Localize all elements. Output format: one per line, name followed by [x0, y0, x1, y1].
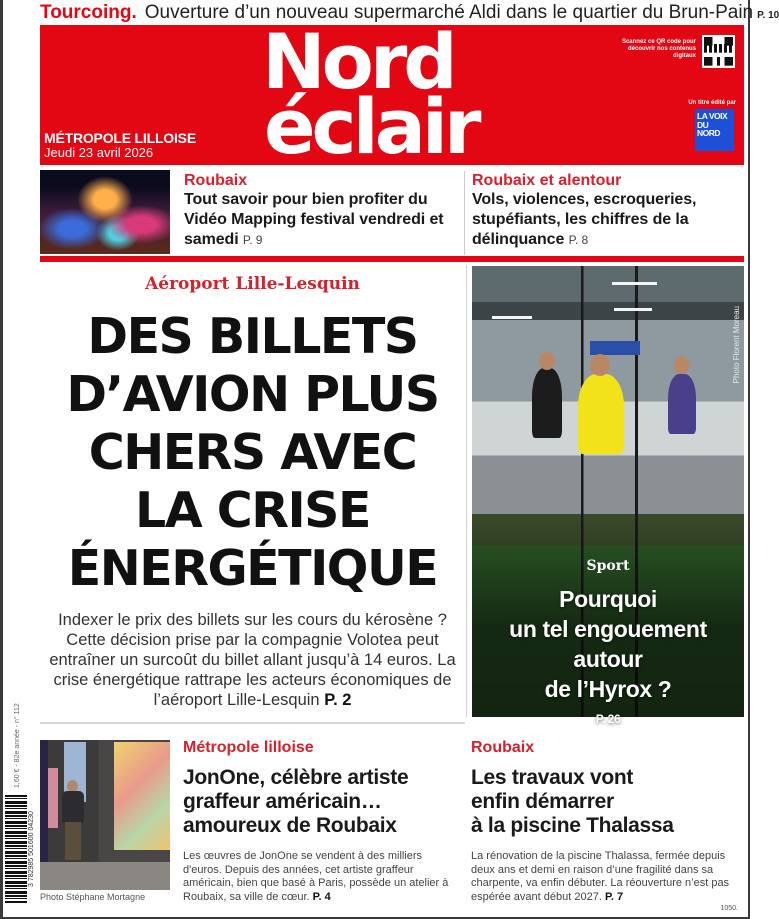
- nord-eclair-logo[interactable]: [262, 17, 478, 172]
- story-page: P. 7: [604, 890, 624, 903]
- price-info: 1,60 € - 82e année - n° 112: [14, 703, 21, 788]
- teaser-title: Vols, violences, escroqueries, stupéfiants, les chiffres de la délinquance P. 8: [472, 191, 697, 248]
- logo-line-1: Nord: [262, 17, 454, 106]
- ceiling-light: [612, 282, 657, 285]
- teaser-kicker: Roubaix: [184, 172, 248, 189]
- sport-title: Pourquoi un tel engouement autour de l’Hyrox ? P. 26: [472, 584, 744, 734]
- athlete-head: [539, 352, 555, 370]
- edition-date: Jeudi 23 avril 2026: [44, 145, 154, 160]
- top-teaser-kicker: Tourcoing.: [40, 2, 137, 23]
- teaser-page: P. 8: [568, 233, 589, 247]
- barcode-digits: 3 782985 501600 04230: [28, 811, 35, 887]
- story-kicker: Roubaix: [471, 739, 535, 756]
- story-page: P. 4: [312, 890, 331, 903]
- issue-number: 1050.: [720, 905, 738, 912]
- teaser-delinquance[interactable]: [464, 171, 744, 255]
- story-title: JonOne, célèbre artiste graffeur américain… amoureux de Roubaix: [183, 766, 409, 837]
- la-voix-du-nord-logo[interactable]: LA VOIX DU NORD: [695, 109, 734, 151]
- story-kicker: Métropole lilloise: [183, 739, 314, 756]
- edition-info: [44, 130, 196, 160]
- athlete-right: [668, 374, 696, 434]
- athlete-head: [674, 356, 689, 374]
- artwork: [114, 742, 170, 850]
- masthead: [40, 17, 744, 172]
- sport-page: P. 26: [595, 712, 621, 726]
- teaser-title: Tout savoir pour bien profiter du Vidéo Mapping festival vendredi et samedi P. 9: [184, 191, 444, 248]
- logo-line-2: éclair: [264, 82, 478, 172]
- story-piscine-thalassa[interactable]: [471, 738, 746, 904]
- ceiling-light: [492, 316, 532, 319]
- sport-photo-credit: Photo Florent Moreau: [732, 306, 741, 384]
- jonone-photo-credit: Photo Stéphane Mortagne: [40, 892, 146, 902]
- athlete-left: [532, 368, 562, 438]
- main-story-kicker: Aéroport Lille-Lesquin: [145, 274, 360, 294]
- teaser-page: P. 9: [242, 233, 263, 247]
- top-teaser-page: P. 10: [757, 10, 779, 21]
- story-title: Les travaux vont enfin démarrer à la piscine Thalassa: [471, 766, 674, 837]
- gym-banner: [590, 341, 640, 355]
- teaser-kicker: Roubaix et alentour: [472, 172, 622, 189]
- sport-story[interactable]: [472, 266, 744, 726]
- publisher-label: Un titre édité par: [688, 100, 736, 106]
- artwork: [48, 768, 58, 828]
- main-story-page: P. 2: [324, 691, 352, 709]
- qr-code-icon[interactable]: [702, 35, 735, 68]
- story-body: Les œuvres de JonOne se vendent à des milliers d'euros. Depuis des années, cet artiste graffeur américain, bien que basé à Paris, possède un atelier à Roubaix, sa ville de cœur. P. 4: [183, 850, 449, 903]
- edition-region: MÉTROPOLE LILLOISE: [44, 130, 196, 146]
- athlete-yellow: [578, 374, 624, 454]
- artist-figure: [62, 780, 84, 860]
- floor: [40, 862, 170, 890]
- teaser-video-mapping[interactable]: [184, 171, 464, 250]
- section-divider: [40, 722, 465, 724]
- ceiling-light: [614, 308, 652, 311]
- qr-caption: Scannez ce QR code pour découvrir nos contenus digitaux: [621, 39, 696, 59]
- jonone-photo: [40, 740, 170, 890]
- sport-kicker: Sport: [586, 558, 630, 574]
- top-teaser-text: Ouverture d’un nouveau supermarché Aldi dans le quartier du Brun-Pain: [144, 2, 754, 23]
- story-body: La rénovation de la piscine Thalassa, fermée depuis deux ans et demi en raison d’une fragilité dans sa charpente, va enfin débuter. La réouverture n’est pas espérée avant début 2027. P. 7: [471, 850, 730, 903]
- column-divider: [466, 265, 467, 717]
- teaser-row: [40, 165, 744, 262]
- barcode-icon: [5, 795, 27, 903]
- video-mapping-photo: [40, 170, 170, 254]
- athlete-head: [590, 354, 610, 376]
- main-story-chapo: Indexer le prix des billets sur les cours du kérosène ? Cette décision prise par la compagnie Volotea peut entraîner un surcoût du billet allant jusqu’à 14 euros. La crise énergétique rattrape les acteurs économiques de l’aéroport Lille-Lesquin P. 2: [49, 611, 456, 709]
- story-jonone[interactable]: [183, 738, 463, 904]
- main-headline[interactable]: DES BILLETS D’AVION PLUS CHERS AVEC LA CRISE ÉNERGÉTIQUE: [66, 308, 439, 597]
